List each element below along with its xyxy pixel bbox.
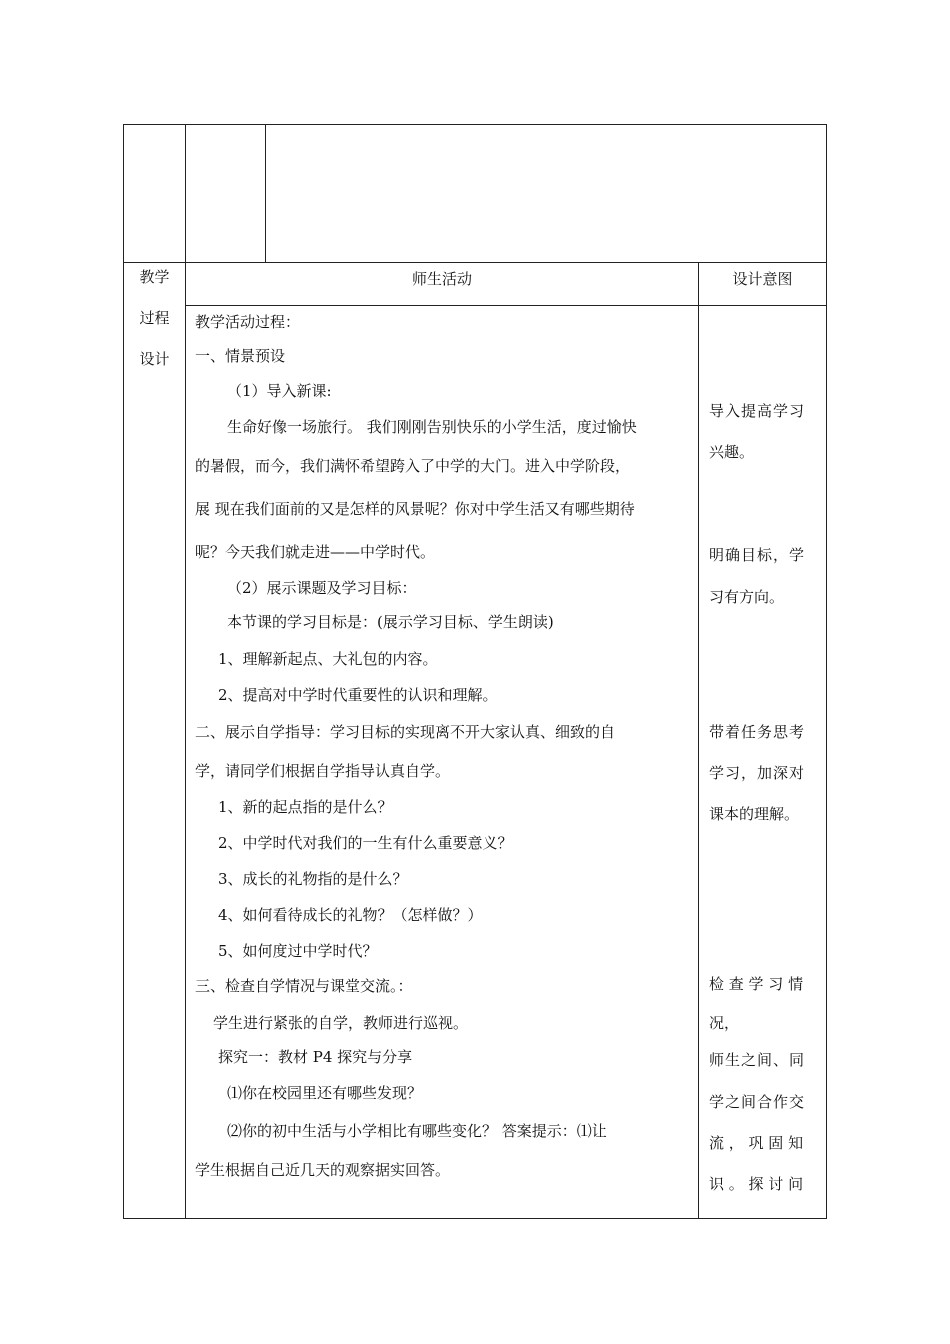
header-row-top-border: [123, 262, 827, 263]
content-line: 教学活动过程：: [195, 313, 301, 331]
content-line: ⑵你的初中生活与小学相比有哪些变化？ 答案提示：⑴让: [227, 1122, 607, 1140]
intent-line: 况，: [709, 1014, 740, 1032]
intent-line: 识 。 探 讨 问: [709, 1175, 804, 1193]
intent-line: 学习，加深对: [709, 764, 806, 782]
content-line: 学，请同学们根据自学指导认真自学。: [195, 762, 451, 780]
content-line: 二、展示自学指导：学习目标的实现离不开大家认真、细致的自: [195, 723, 616, 741]
content-line: 4、如何看待成长的礼物？（怎样做？）: [218, 906, 483, 924]
content-line: 学生进行紧张的自学，教师进行巡视。: [213, 1014, 469, 1032]
header-intent: 设计意图: [732, 270, 793, 288]
content-line: （2）展示课题及学习目标：: [227, 579, 417, 597]
intent-line: 师生之间、同: [709, 1051, 806, 1069]
intent-line: 学之间合作交: [709, 1093, 806, 1111]
table-bottom-border: [123, 1218, 827, 1219]
content-line: 一、情景预设: [195, 347, 286, 365]
content-line: 3、成长的礼物指的是什么？: [218, 870, 408, 888]
intent-line: 课本的理解。: [709, 805, 800, 823]
intent-line: 带着任务思考: [709, 723, 806, 741]
intent-line: 习有方向。: [709, 588, 785, 606]
left-label-line-3: 设计: [139, 350, 170, 368]
content-line: ⑴你在校园里还有哪些发现？: [227, 1084, 423, 1102]
content-line: 三、检查自学情况与课堂交流。：: [195, 977, 413, 995]
intent-line: 流 ， 巩 固 知: [709, 1134, 804, 1152]
content-line: 学生根据自己近几天的观察据实回答。: [195, 1161, 451, 1179]
content-line: 呢？今天我们就走进——中学时代。: [195, 543, 436, 561]
intent-line: 检 查 学 习 情: [709, 975, 804, 993]
intent-line: 明确目标，学: [709, 546, 806, 564]
content-line: 1、新的起点指的是什么？: [218, 798, 393, 816]
content-line: 1、理解新起点、大礼包的内容。: [218, 650, 438, 668]
content-line: 2、中学时代对我们的一生有什么重要意义？: [218, 834, 513, 852]
content-line: 探究一：教材 P4 探究与分享: [218, 1048, 413, 1066]
content-line: 5、如何度过中学时代？: [218, 942, 378, 960]
table-right-border: [826, 124, 827, 1219]
content-line: 的暑假，而今，我们满怀希望跨入了中学的大门。进入中学阶段，: [195, 457, 631, 475]
table-left-border: [123, 124, 124, 1219]
header-activity: 师生活动: [411, 270, 472, 288]
left-label-line-2: 过程: [139, 309, 170, 327]
table-top-border: [123, 124, 827, 125]
content-line: 生命好像一场旅行。 我们刚刚告别快乐的小学生活，度过愉快: [227, 418, 637, 436]
content-line: 本节课的学习目标是：(展示学习目标、学生朗读): [227, 613, 554, 631]
content-line: 2、提高对中学时代重要性的认识和理解。: [218, 686, 498, 704]
left-label-line-1: 教学: [139, 268, 170, 286]
header-row-bottom-border: [185, 305, 827, 306]
intent-line: 兴趣。: [709, 443, 755, 461]
intent-line: 导入提高学习: [709, 402, 806, 420]
top-row-inner-divider: [265, 124, 266, 262]
intent-column-divider: [698, 262, 699, 1219]
content-line: 展 现在我们面前的又是怎样的风景呢？你对中学生活又有哪些期待: [195, 500, 635, 518]
content-line: （1）导入新课:: [227, 382, 332, 400]
